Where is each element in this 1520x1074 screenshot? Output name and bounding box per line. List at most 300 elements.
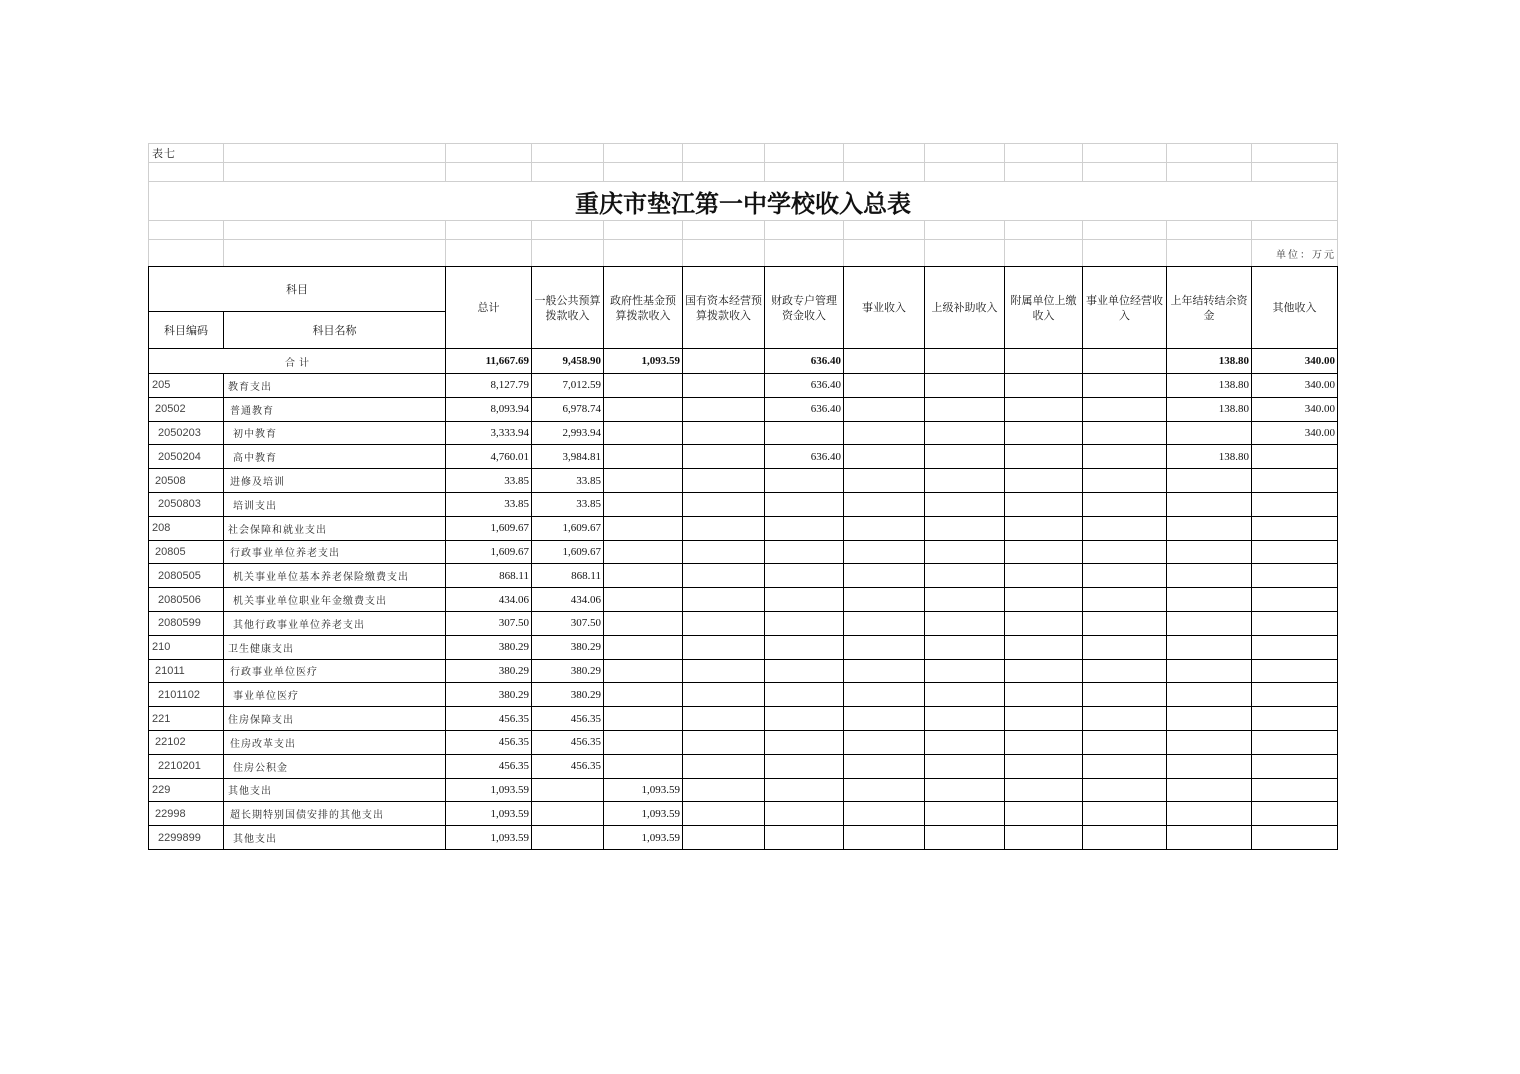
amount-cell-general-budget: 6,978.74	[532, 397, 604, 421]
amount-cell-operating-income	[1083, 683, 1167, 707]
subject-code-cell: 20508	[149, 469, 224, 493]
grid-cell	[765, 221, 844, 240]
amount-cell-business-income	[844, 683, 925, 707]
grid-cell	[1252, 144, 1338, 163]
amount-cell-carryover	[1167, 635, 1252, 659]
amount-cell-affiliated-remit	[1005, 730, 1083, 754]
amount-cell-other-income: 340.00	[1252, 421, 1338, 445]
grid-cell	[765, 163, 844, 182]
subject-code-cell: 20502	[149, 397, 224, 421]
subject-name-cell: 事业单位医疗	[224, 683, 446, 707]
amount-cell-superior-subsidy	[925, 540, 1005, 564]
amount-cell-total: 33.85	[446, 469, 532, 493]
amount-cell-carryover: 138.80	[1167, 445, 1252, 469]
grid-cell	[765, 240, 844, 267]
amount-cell-superior-subsidy	[925, 778, 1005, 802]
subject-code-cell: 2050203	[149, 421, 224, 445]
amount-cell-state-capital	[683, 397, 765, 421]
amount-cell-affiliated-remit	[1005, 635, 1083, 659]
subject-name-cell: 教育支出	[224, 374, 446, 398]
amount-cell-superior-subsidy	[925, 588, 1005, 612]
subject-code-cell: 22998	[149, 802, 224, 826]
amount-cell-business-income	[844, 802, 925, 826]
amount-cell-general-budget: 307.50	[532, 611, 604, 635]
amount-cell-gov-fund	[604, 588, 683, 612]
amount-cell-state-capital	[683, 707, 765, 731]
amount-cell-general-budget: 434.06	[532, 588, 604, 612]
amount-cell-affiliated-remit	[1005, 826, 1083, 850]
amount-cell-business-income	[844, 826, 925, 850]
amount-cell-fiscal-account	[765, 754, 844, 778]
subject-name-cell: 住房保障支出	[224, 707, 446, 731]
total-amount-total: 11,667.69	[446, 349, 532, 374]
amount-cell-state-capital	[683, 540, 765, 564]
amount-cell-business-income	[844, 374, 925, 398]
grid-cell	[683, 163, 765, 182]
subject-code-cell: 21011	[149, 659, 224, 683]
amount-cell-operating-income	[1083, 469, 1167, 493]
amount-cell-carryover	[1167, 659, 1252, 683]
amount-cell-business-income	[844, 445, 925, 469]
grid-cell	[224, 144, 446, 163]
table-row	[149, 469, 1338, 493]
amount-cell-business-income	[844, 588, 925, 612]
amount-cell-operating-income	[1083, 754, 1167, 778]
amount-cell-fiscal-account	[765, 611, 844, 635]
grid-cell	[149, 240, 224, 267]
subject-code-header: 科目编码	[149, 312, 224, 349]
subject-code-cell: 2080505	[149, 564, 224, 588]
amount-cell-total: 1,093.59	[446, 826, 532, 850]
amount-cell-affiliated-remit	[1005, 659, 1083, 683]
grid-cell	[532, 163, 604, 182]
subject-code-cell: 22102	[149, 730, 224, 754]
amount-cell-gov-fund	[604, 516, 683, 540]
amount-cell-superior-subsidy	[925, 564, 1005, 588]
amount-cell-fiscal-account	[765, 802, 844, 826]
grid-cell	[765, 144, 844, 163]
grid-cell	[532, 240, 604, 267]
grid-cell	[844, 240, 925, 267]
amount-cell-state-capital	[683, 683, 765, 707]
amount-cell-gov-fund	[604, 397, 683, 421]
amount-cell-business-income	[844, 564, 925, 588]
amount-cell-state-capital	[683, 802, 765, 826]
amount-cell-superior-subsidy	[925, 397, 1005, 421]
grid-cell	[224, 221, 446, 240]
amount-cell-carryover	[1167, 611, 1252, 635]
amount-cell-superior-subsidy	[925, 707, 1005, 731]
amount-cell-superior-subsidy	[925, 611, 1005, 635]
amount-cell-general-budget: 456.35	[532, 754, 604, 778]
grid-cell	[1083, 240, 1167, 267]
amount-cell-operating-income	[1083, 516, 1167, 540]
subject-name-cell: 其他行政事业单位养老支出	[224, 611, 446, 635]
amount-cell-general-budget: 1,609.67	[532, 540, 604, 564]
grid-cell	[446, 240, 532, 267]
amount-cell-gov-fund	[604, 754, 683, 778]
amount-cell-gov-fund	[604, 730, 683, 754]
amount-cell-carryover: 138.80	[1167, 397, 1252, 421]
amount-cell-total: 4,760.01	[446, 445, 532, 469]
total-amount-gov-fund: 1,093.59	[604, 349, 683, 374]
amount-cell-general-budget: 2,993.94	[532, 421, 604, 445]
amount-cell-business-income	[844, 707, 925, 731]
grid-cell	[925, 144, 1005, 163]
amount-cell-operating-income	[1083, 564, 1167, 588]
amount-cell-state-capital	[683, 516, 765, 540]
amount-cell-gov-fund	[604, 469, 683, 493]
amount-cell-gov-fund	[604, 707, 683, 731]
amount-cell-carryover	[1167, 730, 1252, 754]
amount-cell-state-capital	[683, 730, 765, 754]
subject-code-cell: 2210201	[149, 754, 224, 778]
table-row	[149, 588, 1338, 612]
grid-cell	[149, 221, 224, 240]
amount-cell-total: 380.29	[446, 683, 532, 707]
grid-cell	[604, 163, 683, 182]
amount-cell-business-income	[844, 754, 925, 778]
amount-cell-general-budget: 380.29	[532, 635, 604, 659]
amount-cell-superior-subsidy	[925, 635, 1005, 659]
amount-cell-fiscal-account	[765, 659, 844, 683]
amount-cell-other-income	[1252, 778, 1338, 802]
amount-cell-superior-subsidy	[925, 730, 1005, 754]
subject-name-cell: 机关事业单位基本养老保险缴费支出	[224, 564, 446, 588]
amount-cell-other-income	[1252, 564, 1338, 588]
subject-code-cell: 2050803	[149, 492, 224, 516]
amount-cell-affiliated-remit	[1005, 754, 1083, 778]
amount-cell-operating-income	[1083, 397, 1167, 421]
grid-cell	[1167, 240, 1252, 267]
amount-cell-gov-fund	[604, 635, 683, 659]
grid-cell	[844, 163, 925, 182]
amount-cell-other-income	[1252, 540, 1338, 564]
amount-cell-business-income	[844, 659, 925, 683]
amount-cell-fiscal-account	[765, 683, 844, 707]
amount-cell-fiscal-account	[765, 635, 844, 659]
amount-cell-carryover	[1167, 421, 1252, 445]
amount-cell-general-budget: 380.29	[532, 683, 604, 707]
amount-cell-total: 3,333.94	[446, 421, 532, 445]
amount-cell-general-budget: 33.85	[532, 492, 604, 516]
amount-cell-other-income	[1252, 707, 1338, 731]
subject-code-cell: 229	[149, 778, 224, 802]
subject-code-cell: 208	[149, 516, 224, 540]
grid-cell	[1005, 221, 1083, 240]
table-body	[149, 374, 1338, 850]
column-header-gov-fund: 政府性基金预 算拨款收入	[604, 267, 683, 349]
amount-cell-gov-fund	[604, 492, 683, 516]
amount-cell-other-income	[1252, 492, 1338, 516]
sheet-label-row	[149, 144, 1338, 163]
amount-cell-operating-income	[1083, 778, 1167, 802]
amount-cell-business-income	[844, 540, 925, 564]
subject-name-cell: 社会保障和就业支出	[224, 516, 446, 540]
total-amount-operating-income	[1083, 349, 1167, 374]
total-amount-superior-subsidy	[925, 349, 1005, 374]
amount-cell-total: 307.50	[446, 611, 532, 635]
amount-cell-state-capital	[683, 445, 765, 469]
amount-cell-gov-fund	[604, 659, 683, 683]
amount-cell-business-income	[844, 397, 925, 421]
amount-cell-operating-income	[1083, 707, 1167, 731]
subject-name-cell: 住房公积金	[224, 754, 446, 778]
amount-cell-business-income	[844, 778, 925, 802]
amount-cell-total: 868.11	[446, 564, 532, 588]
amount-cell-total: 33.85	[446, 492, 532, 516]
amount-cell-affiliated-remit	[1005, 564, 1083, 588]
amount-cell-carryover	[1167, 778, 1252, 802]
table-row	[149, 778, 1338, 802]
amount-cell-general-budget	[532, 778, 604, 802]
amount-cell-operating-income	[1083, 635, 1167, 659]
column-header-superior-subsidy: 上级补助收入	[925, 267, 1005, 349]
amount-cell-superior-subsidy	[925, 445, 1005, 469]
amount-cell-fiscal-account	[765, 492, 844, 516]
column-header-general-budget: 一般公共预算 拨款收入	[532, 267, 604, 349]
subject-name-header: 科目名称	[224, 312, 446, 349]
table-row	[149, 397, 1338, 421]
amount-cell-total: 1,093.59	[446, 778, 532, 802]
amount-cell-superior-subsidy	[925, 469, 1005, 493]
amount-cell-carryover	[1167, 826, 1252, 850]
amount-cell-operating-income	[1083, 374, 1167, 398]
amount-cell-general-budget: 1,609.67	[532, 516, 604, 540]
amount-cell-total: 1,093.59	[446, 802, 532, 826]
total-row	[149, 349, 1338, 374]
amount-cell-affiliated-remit	[1005, 683, 1083, 707]
amount-cell-state-capital	[683, 611, 765, 635]
subject-name-cell: 高中教育	[224, 445, 446, 469]
amount-cell-state-capital	[683, 374, 765, 398]
amount-cell-carryover	[1167, 754, 1252, 778]
title-row	[149, 182, 1338, 221]
amount-cell-other-income	[1252, 802, 1338, 826]
table-row	[149, 540, 1338, 564]
amount-cell-gov-fund: 1,093.59	[604, 826, 683, 850]
amount-cell-operating-income	[1083, 730, 1167, 754]
subject-code-cell: 210	[149, 635, 224, 659]
amount-cell-fiscal-account	[765, 588, 844, 612]
amount-cell-gov-fund	[604, 540, 683, 564]
amount-cell-business-income	[844, 516, 925, 540]
amount-cell-fiscal-account: 636.40	[765, 445, 844, 469]
table-row	[149, 445, 1338, 469]
amount-cell-other-income	[1252, 826, 1338, 850]
grid-cell	[1005, 144, 1083, 163]
amount-cell-operating-income	[1083, 492, 1167, 516]
amount-cell-other-income	[1252, 588, 1338, 612]
grid-cell	[1167, 163, 1252, 182]
amount-cell-general-budget: 456.35	[532, 730, 604, 754]
subject-name-cell: 初中教育	[224, 421, 446, 445]
grid-cell	[149, 163, 224, 182]
amount-cell-general-budget: 456.35	[532, 707, 604, 731]
amount-cell-carryover	[1167, 492, 1252, 516]
table-row	[149, 421, 1338, 445]
amount-cell-other-income	[1252, 611, 1338, 635]
grid-cell	[1252, 163, 1338, 182]
amount-cell-general-budget	[532, 826, 604, 850]
grid-cell	[925, 163, 1005, 182]
amount-cell-affiliated-remit	[1005, 707, 1083, 731]
amount-cell-gov-fund	[604, 683, 683, 707]
subject-code-cell: 2080599	[149, 611, 224, 635]
table-row	[149, 564, 1338, 588]
subject-name-cell: 其他支出	[224, 778, 446, 802]
grid-cell	[1252, 221, 1338, 240]
amount-cell-fiscal-account	[765, 540, 844, 564]
table-row	[149, 611, 1338, 635]
amount-cell-affiliated-remit	[1005, 540, 1083, 564]
amount-cell-other-income: 340.00	[1252, 374, 1338, 398]
amount-cell-affiliated-remit	[1005, 374, 1083, 398]
amount-cell-operating-income	[1083, 445, 1167, 469]
subject-name-cell: 其他支出	[224, 826, 446, 850]
total-amount-other-income: 340.00	[1252, 349, 1338, 374]
total-amount-business-income	[844, 349, 925, 374]
amount-cell-state-capital	[683, 588, 765, 612]
amount-cell-other-income	[1252, 445, 1338, 469]
amount-cell-general-budget: 3,984.81	[532, 445, 604, 469]
grid-cell	[844, 144, 925, 163]
table-row	[149, 707, 1338, 731]
amount-cell-carryover	[1167, 516, 1252, 540]
subject-group-header: 科目	[149, 267, 446, 312]
amount-cell-total: 456.35	[446, 730, 532, 754]
amount-cell-affiliated-remit	[1005, 588, 1083, 612]
amount-cell-gov-fund	[604, 421, 683, 445]
amount-cell-state-capital	[683, 564, 765, 588]
amount-cell-gov-fund	[604, 611, 683, 635]
amount-cell-affiliated-remit	[1005, 445, 1083, 469]
amount-cell-other-income	[1252, 754, 1338, 778]
subject-name-cell: 卫生健康支出	[224, 635, 446, 659]
amount-cell-other-income: 340.00	[1252, 397, 1338, 421]
amount-cell-other-income	[1252, 635, 1338, 659]
amount-cell-other-income	[1252, 683, 1338, 707]
amount-cell-carryover	[1167, 588, 1252, 612]
column-header-affiliated-remit: 附属单位上缴 收入	[1005, 267, 1083, 349]
amount-cell-operating-income	[1083, 540, 1167, 564]
blank-row	[149, 221, 1338, 240]
grid-cell	[1005, 240, 1083, 267]
amount-cell-affiliated-remit	[1005, 469, 1083, 493]
amount-cell-superior-subsidy	[925, 826, 1005, 850]
amount-cell-fiscal-account: 636.40	[765, 397, 844, 421]
amount-cell-other-income	[1252, 730, 1338, 754]
amount-cell-state-capital	[683, 492, 765, 516]
grid-cell	[446, 144, 532, 163]
amount-cell-other-income	[1252, 659, 1338, 683]
subject-name-cell: 行政事业单位养老支出	[224, 540, 446, 564]
column-header-operating-income: 事业单位经营收 入	[1083, 267, 1167, 349]
grid-cell	[224, 240, 446, 267]
amount-cell-total: 8,093.94	[446, 397, 532, 421]
subject-name-cell: 普通教育	[224, 397, 446, 421]
grid-cell	[532, 221, 604, 240]
amount-cell-business-income	[844, 492, 925, 516]
subject-name-cell: 超长期特别国债安排的其他支出	[224, 802, 446, 826]
amount-cell-other-income	[1252, 469, 1338, 493]
amount-cell-general-budget: 33.85	[532, 469, 604, 493]
amount-cell-fiscal-account	[765, 707, 844, 731]
amount-cell-gov-fund	[604, 445, 683, 469]
sheet-head	[149, 144, 1338, 374]
subject-code-cell: 2050204	[149, 445, 224, 469]
header-row	[149, 267, 1338, 312]
amount-cell-state-capital	[683, 659, 765, 683]
amount-cell-carryover	[1167, 683, 1252, 707]
subject-name-cell: 培训支出	[224, 492, 446, 516]
amount-cell-total: 1,609.67	[446, 540, 532, 564]
blank-row	[149, 163, 1338, 182]
unit-label: 单位：万元	[1252, 240, 1338, 267]
table-label: 表七	[149, 144, 224, 163]
amount-cell-fiscal-account	[765, 469, 844, 493]
grid-cell	[1083, 163, 1167, 182]
amount-cell-superior-subsidy	[925, 516, 1005, 540]
amount-cell-fiscal-account	[765, 564, 844, 588]
amount-cell-gov-fund: 1,093.59	[604, 802, 683, 826]
amount-cell-affiliated-remit	[1005, 397, 1083, 421]
amount-cell-carryover	[1167, 707, 1252, 731]
amount-cell-carryover	[1167, 802, 1252, 826]
total-amount-state-capital	[683, 349, 765, 374]
total-amount-carryover: 138.80	[1167, 349, 1252, 374]
grid-cell	[1167, 144, 1252, 163]
grid-cell	[1083, 144, 1167, 163]
amount-cell-operating-income	[1083, 421, 1167, 445]
amount-cell-carryover	[1167, 469, 1252, 493]
grid-cell	[925, 221, 1005, 240]
grid-cell	[844, 221, 925, 240]
amount-cell-fiscal-account	[765, 778, 844, 802]
amount-cell-carryover	[1167, 564, 1252, 588]
amount-cell-superior-subsidy	[925, 802, 1005, 826]
amount-cell-total: 380.29	[446, 659, 532, 683]
amount-cell-total: 434.06	[446, 588, 532, 612]
page-title: 重庆市垫江第一中学校收入总表	[149, 182, 1338, 221]
grid-cell	[604, 144, 683, 163]
amount-cell-general-budget	[532, 802, 604, 826]
column-header-state-capital: 国有资本经营预 算拨款收入	[683, 267, 765, 349]
table-row	[149, 683, 1338, 707]
amount-cell-total: 8,127.79	[446, 374, 532, 398]
subject-code-cell: 2299899	[149, 826, 224, 850]
table-row	[149, 374, 1338, 398]
total-amount-affiliated-remit	[1005, 349, 1083, 374]
amount-cell-business-income	[844, 611, 925, 635]
table-row	[149, 659, 1338, 683]
subject-name-cell: 机关事业单位职业年金缴费支出	[224, 588, 446, 612]
grid-cell	[1083, 221, 1167, 240]
amount-cell-operating-income	[1083, 826, 1167, 850]
amount-cell-business-income	[844, 469, 925, 493]
amount-cell-operating-income	[1083, 659, 1167, 683]
amount-cell-fiscal-account	[765, 421, 844, 445]
grid-cell	[683, 144, 765, 163]
amount-cell-general-budget: 868.11	[532, 564, 604, 588]
amount-cell-fiscal-account	[765, 516, 844, 540]
table-row	[149, 802, 1338, 826]
amount-cell-state-capital	[683, 778, 765, 802]
table-row	[149, 516, 1338, 540]
amount-cell-fiscal-account	[765, 826, 844, 850]
total-amount-general-budget: 9,458.90	[532, 349, 604, 374]
amount-cell-superior-subsidy	[925, 374, 1005, 398]
